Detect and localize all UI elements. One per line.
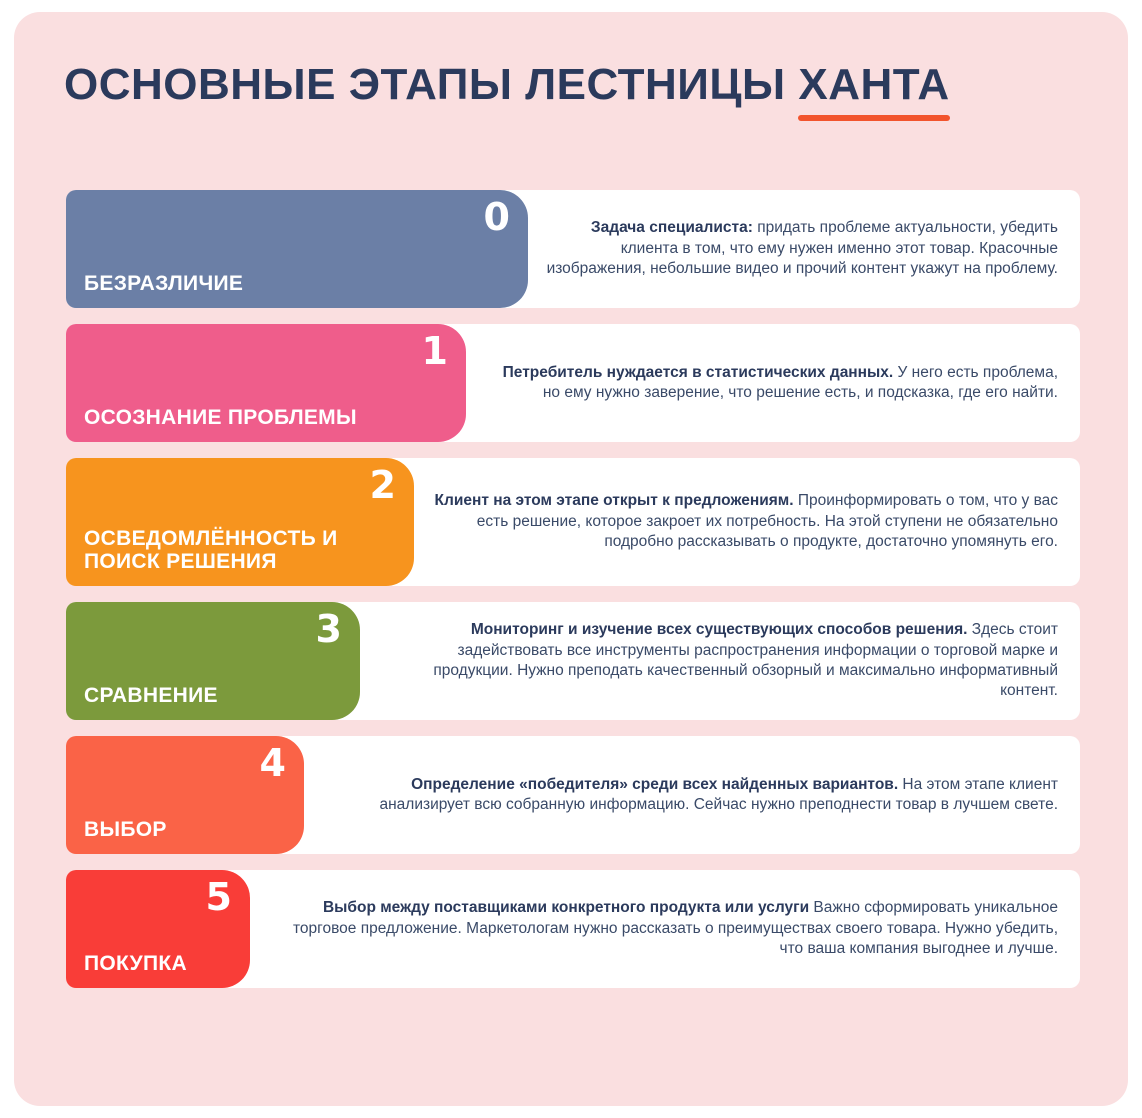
stage-lead-4: Определение «победителя» среди всех найденных вариантов. [411,775,899,793]
stage-body-2: Проинформировать о том, что у вас есть решение, которое закроет их потребность. На этой ступени не обязательно подробно рассказывать о продукте, достаточно упомянуть его. [476,492,1058,551]
list-item [66,870,1080,988]
title-underline [798,115,949,121]
stage-number-3: 3 [315,607,342,651]
stage-lead-1: Петребитель нуждается в статистических данных. [502,363,894,381]
list-item [66,602,1080,720]
stage-label-0: БЕЗРАЗЛИЧИЕ [84,272,244,296]
stage-number-1: 1 [421,329,448,373]
stage-description-0 [528,190,1080,308]
stage-number-0: 0 [483,195,510,239]
page-title [64,60,1084,110]
stage-lead-2: Клиент на этом этапе открыт к предложениям. [434,492,794,510]
stage-lead-5: Выбор между поставщиками конкретного продукта или услуги [322,899,810,917]
stage-number-5: 5 [205,875,232,919]
stage-number-4: 4 [259,741,286,785]
stage-label-5: ПОКУПКА [84,952,188,976]
page-title-accent: ХАНТА [798,60,950,109]
steps-list [66,190,1080,1004]
stage-description-2 [414,458,1080,586]
list-item [66,190,1080,308]
infographic-poster [14,12,1128,1106]
stage-description-5 [250,870,1080,988]
stage-label-4: ВЫБОР [84,818,167,842]
stage-block-2 [66,458,414,586]
stage-block-5 [66,870,250,988]
stage-block-4 [66,736,304,854]
stage-lead-3: Мониторинг и изучение всех существующих способов решения. [470,621,968,639]
stage-description-4 [304,736,1080,854]
stage-body-4: На этом этапе клиент анализирует всю собранную информацию. Сейчас нужно преподнести товар в лучшем свете. [379,775,1058,813]
list-item [66,458,1080,586]
page-title-accent-wrap [798,60,949,110]
stage-block-3 [66,602,360,720]
stage-body-5: Важно сформировать уникальное торговое предложение. Маркетологам нужно рассказать о преимуществах своего товара. Нужно убедить, что ваша компания выгоднее и лучше. [292,899,1058,958]
stage-number-2: 2 [369,463,396,507]
stage-body-3: Здесь стоит задействовать все инструменты распространения информации о торговой марке и продукции. Нужно преподать качественный обзорный и максимально информативный контент. [433,621,1058,700]
stage-body-1: У него есть проблема, но ему нужно заверение, что решение есть, и подсказка, где его найти. [542,363,1058,401]
stage-label-3: СРАВНЕНИЕ [84,684,218,708]
stage-label-1: ОСОЗНАНИЕ ПРОБЛЕМЫ [84,406,357,430]
stage-lead-0: Задача специалиста: [590,219,753,237]
stage-block-1 [66,324,466,442]
stage-description-1 [466,324,1080,442]
list-item [66,736,1080,854]
stage-description-3 [360,602,1080,720]
stage-block-0 [66,190,528,308]
stage-body-0: придать проблеме актуальности, убедить клиента в том, что ему нужен именно этот товар. Красочные изображения, небольшие видео и прочий контент укажут на проблему. [546,219,1058,278]
list-item [66,324,1080,442]
page-title-prefix: ОСНОВНЫЕ ЭТАПЫ ЛЕСТНИЦЫ [64,60,799,109]
stage-label-2: ОСВЕДОМЛЁННОСТЬ И ПОИСК РЕШЕНИЯ [84,526,338,574]
